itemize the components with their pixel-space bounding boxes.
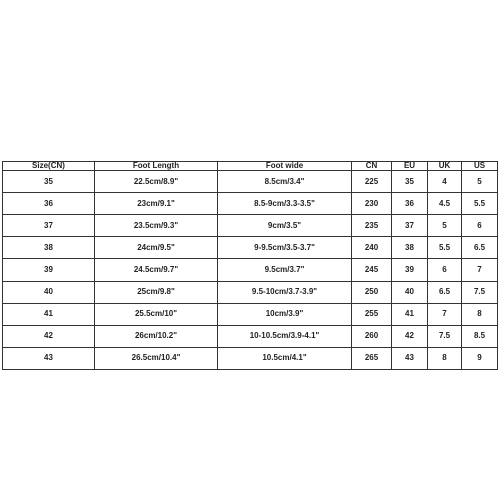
cell-size-cn: 41 [3, 303, 95, 325]
cell-cn: 225 [352, 171, 392, 193]
cell-eu: 35 [392, 171, 428, 193]
size-chart-table [2, 161, 498, 370]
cell-eu: 41 [392, 303, 428, 325]
table-row [3, 347, 498, 369]
cell-cn: 245 [352, 259, 392, 281]
cell-us: 7.5 [462, 281, 498, 303]
cell-cn: 235 [352, 215, 392, 237]
cell-uk: 7.5 [428, 325, 462, 347]
cell-foot-wide: 8.5-9cm/3.3-3.5" [218, 193, 352, 215]
cell-foot-length: 24.5cm/9.7" [95, 259, 218, 281]
cell-foot-length: 25.5cm/10" [95, 303, 218, 325]
cell-eu: 37 [392, 215, 428, 237]
cell-us: 5.5 [462, 193, 498, 215]
cell-cn: 230 [352, 193, 392, 215]
cell-size-cn: 43 [3, 347, 95, 369]
cell-foot-wide: 9.5cm/3.7" [218, 259, 352, 281]
header-size-cn: Size(CN) [3, 162, 95, 171]
cell-uk: 4 [428, 171, 462, 193]
cell-uk: 7 [428, 303, 462, 325]
cell-foot-wide: 9-9.5cm/3.5-3.7" [218, 237, 352, 259]
cell-foot-length: 25cm/9.8" [95, 281, 218, 303]
table-row [3, 281, 498, 303]
cell-size-cn: 36 [3, 193, 95, 215]
cell-size-cn: 37 [3, 215, 95, 237]
cell-foot-wide: 10cm/3.9" [218, 303, 352, 325]
cell-foot-length: 24cm/9.5" [95, 237, 218, 259]
table-row [3, 259, 498, 281]
cell-foot-wide: 9.5-10cm/3.7-3.9" [218, 281, 352, 303]
header-uk: UK [428, 162, 462, 171]
cell-uk: 6.5 [428, 281, 462, 303]
cell-foot-wide: 9cm/3.5" [218, 215, 352, 237]
table-header-row [3, 162, 498, 171]
cell-cn: 255 [352, 303, 392, 325]
cell-cn: 265 [352, 347, 392, 369]
cell-cn: 240 [352, 237, 392, 259]
cell-uk: 8 [428, 347, 462, 369]
cell-size-cn: 40 [3, 281, 95, 303]
cell-uk: 5 [428, 215, 462, 237]
header-us: US [462, 162, 498, 171]
cell-foot-length: 26.5cm/10.4" [95, 347, 218, 369]
cell-us: 8 [462, 303, 498, 325]
cell-us: 8.5 [462, 325, 498, 347]
cell-foot-wide: 8.5cm/3.4" [218, 171, 352, 193]
cell-eu: 43 [392, 347, 428, 369]
cell-us: 5 [462, 171, 498, 193]
cell-size-cn: 38 [3, 237, 95, 259]
cell-uk: 4.5 [428, 193, 462, 215]
cell-us: 7 [462, 259, 498, 281]
cell-foot-length: 22.5cm/8.9" [95, 171, 218, 193]
table-row [3, 215, 498, 237]
table-row [3, 325, 498, 347]
cell-foot-wide: 10.5cm/4.1" [218, 347, 352, 369]
header-foot-wide: Foot wide [218, 162, 352, 171]
header-eu: EU [392, 162, 428, 171]
cell-foot-length: 23cm/9.1" [95, 193, 218, 215]
table-row [3, 193, 498, 215]
cell-foot-length: 23.5cm/9.3" [95, 215, 218, 237]
cell-cn: 250 [352, 281, 392, 303]
cell-foot-wide: 10-10.5cm/3.9-4.1" [218, 325, 352, 347]
cell-cn: 260 [352, 325, 392, 347]
cell-eu: 39 [392, 259, 428, 281]
table-row [3, 171, 498, 193]
header-cn: CN [352, 162, 392, 171]
cell-eu: 36 [392, 193, 428, 215]
cell-size-cn: 42 [3, 325, 95, 347]
table-row [3, 303, 498, 325]
cell-eu: 38 [392, 237, 428, 259]
table-row [3, 237, 498, 259]
cell-size-cn: 35 [3, 171, 95, 193]
cell-us: 9 [462, 347, 498, 369]
cell-eu: 40 [392, 281, 428, 303]
cell-us: 6 [462, 215, 498, 237]
cell-size-cn: 39 [3, 259, 95, 281]
cell-eu: 42 [392, 325, 428, 347]
cell-us: 6.5 [462, 237, 498, 259]
cell-foot-length: 26cm/10.2" [95, 325, 218, 347]
header-foot-length: Foot Length [95, 162, 218, 171]
cell-uk: 6 [428, 259, 462, 281]
cell-uk: 5.5 [428, 237, 462, 259]
